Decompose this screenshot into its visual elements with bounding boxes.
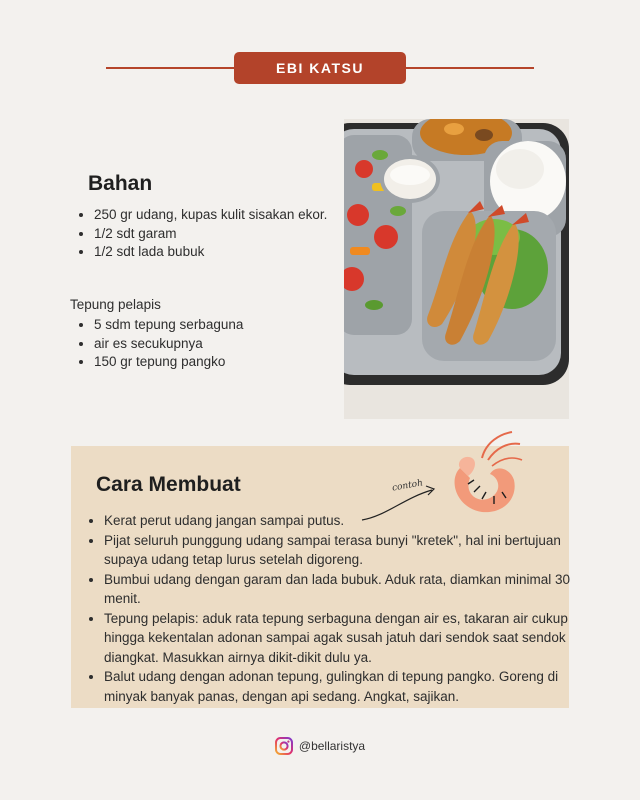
main-ingredients-list bbox=[78, 206, 332, 262]
shrimp-icon bbox=[430, 428, 526, 524]
list-item: • Tepung pelapis: aduk rata tepung serbaguna dengan air es, takaran air cukup hingga kekentalan adonan sampai agak susah jatuh dari sendok saat sendok diangkat. Masukkan airnya dikit-dikit dulu ya. bbox=[104, 609, 582, 668]
coating-label: Tepung pelapis bbox=[70, 297, 161, 312]
method-steps-list bbox=[86, 511, 582, 706]
list-item: • Kerat perut udang jangan sampai putus. bbox=[104, 511, 582, 531]
bento-illustration bbox=[344, 119, 569, 419]
ingredients-heading: Bahan bbox=[88, 172, 153, 195]
list-item: • Bumbui udang dengan garam dan lada bubuk. Aduk rata, diamkan minimal 30 menit. bbox=[104, 570, 582, 609]
footer bbox=[0, 734, 640, 758]
instagram-handle[interactable]: @bellaristya bbox=[298, 739, 366, 753]
list-item: • 250 gr udang, kupas kulit sisakan ekor. bbox=[94, 206, 332, 225]
method-heading: Cara Membuat bbox=[96, 473, 241, 496]
list-item: • Balut udang dengan adonan tepung, gulingkan di tepung pangko. Goreng di minyak banyak panas, dengan api sedang. Angkat, sajikan. bbox=[104, 667, 582, 706]
list-item: • 150 gr tepung pangko bbox=[94, 353, 332, 372]
list-item: • 5 sdm tepung serbaguna bbox=[94, 316, 332, 335]
bento-photo bbox=[344, 119, 569, 419]
instagram-icon[interactable] bbox=[275, 737, 293, 755]
list-item: • 1/2 sdt garam bbox=[94, 225, 332, 244]
example-annotation: contoh bbox=[391, 478, 424, 494]
list-item: • 1/2 sdt lada bubuk bbox=[94, 243, 332, 262]
coating-ingredients-list bbox=[78, 316, 332, 372]
list-item: • air es secukupnya bbox=[94, 335, 332, 354]
list-item: • Pijat seluruh punggung udang sampai terasa bunyi "kretek", hal ini bertujuan supaya udang tetap lurus setelah digoreng. bbox=[104, 531, 582, 570]
page-title: EBI KATSU bbox=[234, 52, 406, 84]
